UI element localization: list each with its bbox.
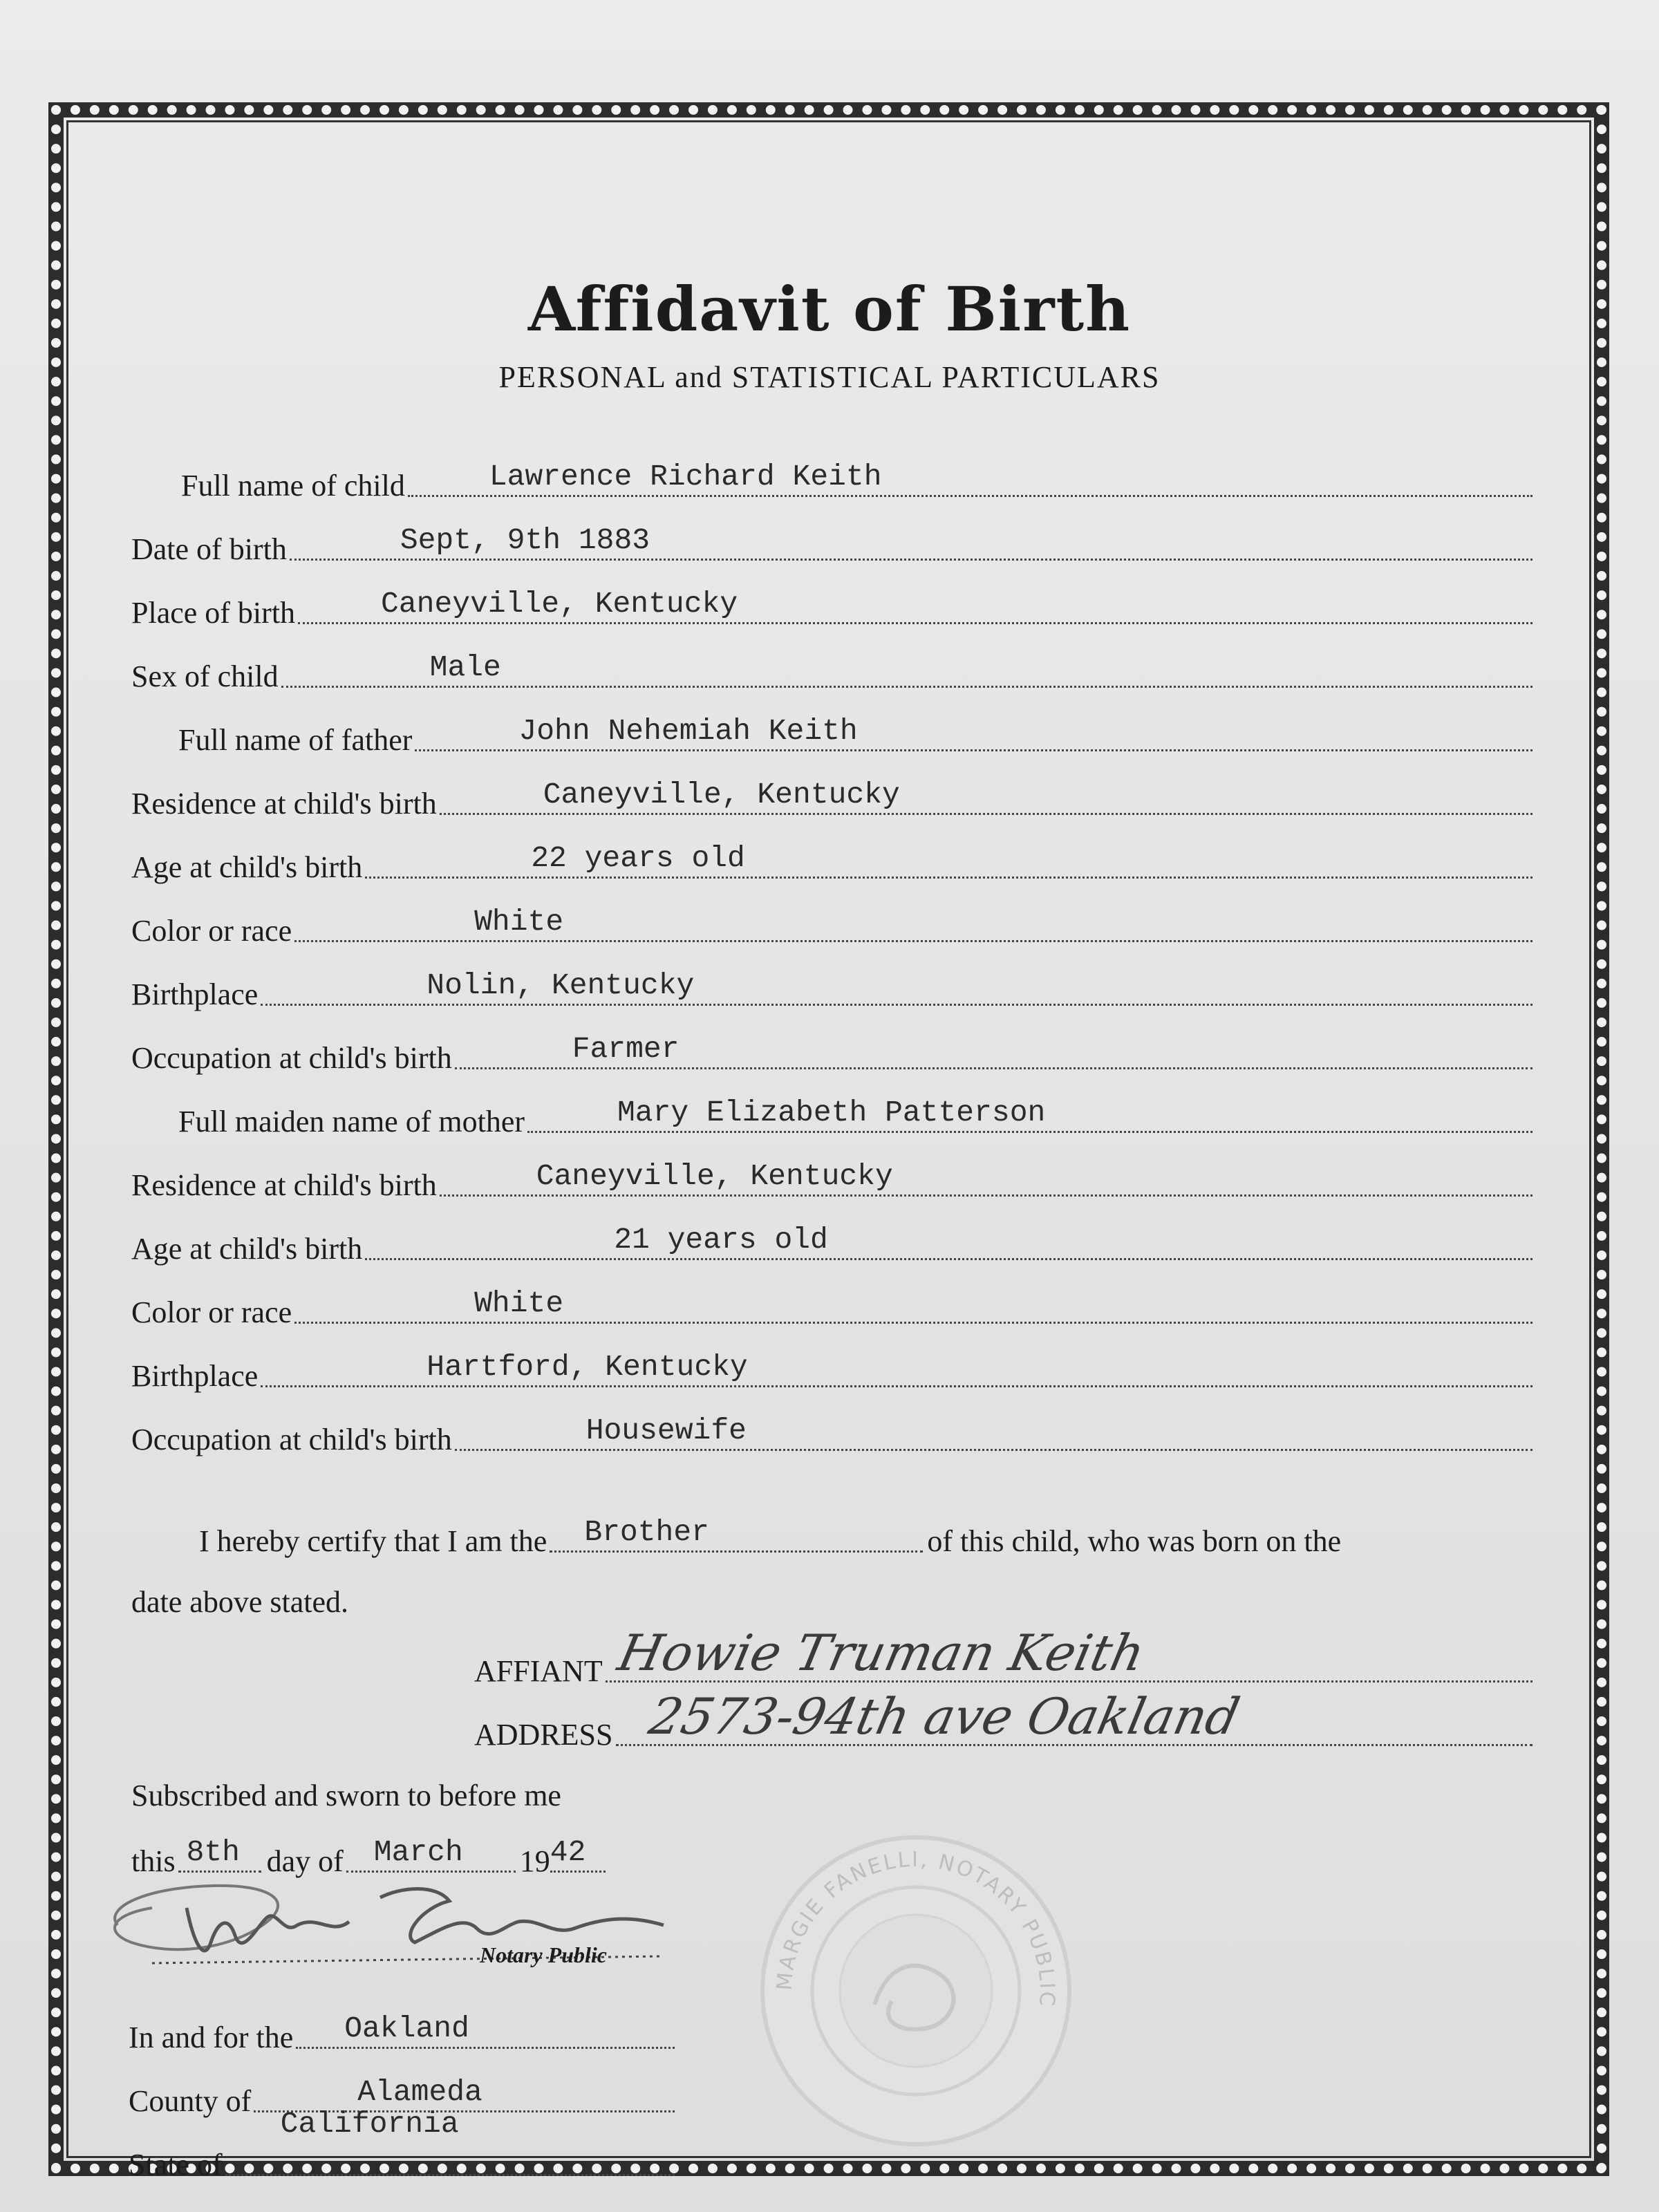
field-value: Caneyville, Kentucky	[381, 587, 738, 621]
field-father-occupation	[131, 1032, 1533, 1074]
field-label: Birthplace	[131, 977, 259, 1011]
field-father-age	[131, 841, 1533, 883]
field-state	[129, 2107, 675, 2182]
field-value: Caneyville, Kentucky	[543, 778, 900, 812]
month-value: March	[373, 1835, 463, 1869]
affiant-signature: Howie Truman Keith	[612, 1624, 1150, 1682]
field-label: AFFIANT	[474, 1654, 603, 1688]
field-value: White	[474, 905, 564, 939]
field-value: Mary Elizabeth Patterson	[617, 1096, 1046, 1130]
field-value: Nolin, Kentucky	[427, 968, 695, 1002]
field-mother-birthplace	[131, 1350, 1533, 1391]
certification-line	[199, 1515, 1533, 1557]
field-affiant	[474, 1624, 1533, 1688]
field-father-name	[178, 714, 1533, 756]
field-label: County of	[129, 2084, 252, 2118]
field-label: Color or race	[131, 1295, 292, 1329]
field-label: Full name of child	[181, 469, 405, 503]
field-label: Age at child's birth	[131, 850, 363, 884]
field-value: California	[280, 2107, 459, 2141]
field-value: Male	[429, 650, 501, 684]
this-label: this	[131, 1844, 176, 1878]
field-father-race	[131, 905, 1533, 946]
field-label: Sex of child	[131, 659, 279, 693]
document-title: Affidavit of Birth	[527, 273, 1132, 345]
field-value: White	[474, 1286, 564, 1320]
field-value: John Nehemiah Keith	[518, 714, 858, 748]
field-value: Farmer	[572, 1032, 679, 1066]
field-value: Hartford, Kentucky	[427, 1350, 748, 1384]
certification-suffix: of this child, who was born on the	[927, 1524, 1342, 1558]
field-child-name	[181, 460, 1533, 501]
certification-prefix: I hereby certify that I am the	[199, 1524, 547, 1558]
field-label: Residence at child's birth	[131, 1168, 437, 1202]
field-value: 22 years old	[531, 841, 745, 875]
field-label: Occupation at child's birth	[131, 1423, 452, 1456]
field-value: Housewife	[585, 1414, 747, 1447]
field-sex-of-child	[131, 650, 1533, 692]
year-value: 42	[550, 1835, 586, 1869]
field-address	[474, 1687, 1533, 1752]
field-value: Caneyville, Kentucky	[536, 1159, 893, 1193]
document-subtitle: PERSONAL and STATISTICAL PARTICULARS	[498, 360, 1161, 394]
certification-line-2: date above stated.	[131, 1585, 348, 1619]
field-label: Full maiden name of mother	[178, 1105, 525, 1138]
field-label: ADDRESS	[474, 1718, 613, 1752]
notary-signature	[90, 1859, 726, 1977]
field-value: Sept, 9th 1883	[400, 523, 650, 557]
field-mother-age	[131, 1223, 1533, 1264]
field-label: Place of birth	[131, 596, 296, 630]
field-label: Birthplace	[131, 1359, 259, 1393]
field-value: Oakland	[344, 2012, 469, 2045]
notary-seal-embossed	[757, 1832, 1075, 2150]
field-mother-occupation	[131, 1414, 1533, 1455]
field-value: Alameda	[357, 2075, 482, 2109]
field-label: Full name of father	[178, 723, 413, 757]
field-place-of-birth	[131, 587, 1533, 628]
relation-value: Brother	[584, 1515, 709, 1549]
sworn-statement: Subscribed and sworn to before me	[131, 1779, 561, 1812]
field-father-birthplace	[131, 968, 1533, 1010]
field-value: 21 years old	[614, 1223, 828, 1257]
field-mother-residence	[131, 1159, 1533, 1201]
field-label: State of	[129, 2148, 223, 2182]
affiant-address-handwritten: 2573-94th ave Oakland	[644, 1687, 1244, 1745]
field-label: Age at child's birth	[131, 1232, 363, 1266]
field-label: Color or race	[131, 914, 292, 948]
seal-text: MARGIE FANELLI, NOTARY PUBLIC	[772, 1847, 1060, 2009]
day-value: 8th	[186, 1835, 240, 1869]
field-in-and-for	[129, 2012, 675, 2053]
field-label: Date of birth	[131, 532, 287, 566]
notary-public-label: Notary Public	[480, 1942, 607, 1967]
field-label: Occupation at child's birth	[131, 1041, 452, 1075]
day-of-label: day of	[266, 1844, 344, 1878]
field-label: Residence at child's birth	[131, 787, 437, 821]
field-date-of-birth	[131, 523, 1533, 565]
field-mother-race	[131, 1286, 1533, 1328]
year-prefix: 19	[519, 1844, 550, 1878]
field-mother-name	[178, 1096, 1533, 1137]
field-father-residence	[131, 778, 1533, 819]
field-label: In and for the	[129, 2021, 294, 2054]
field-value: Lawrence Richard Keith	[489, 460, 882, 494]
